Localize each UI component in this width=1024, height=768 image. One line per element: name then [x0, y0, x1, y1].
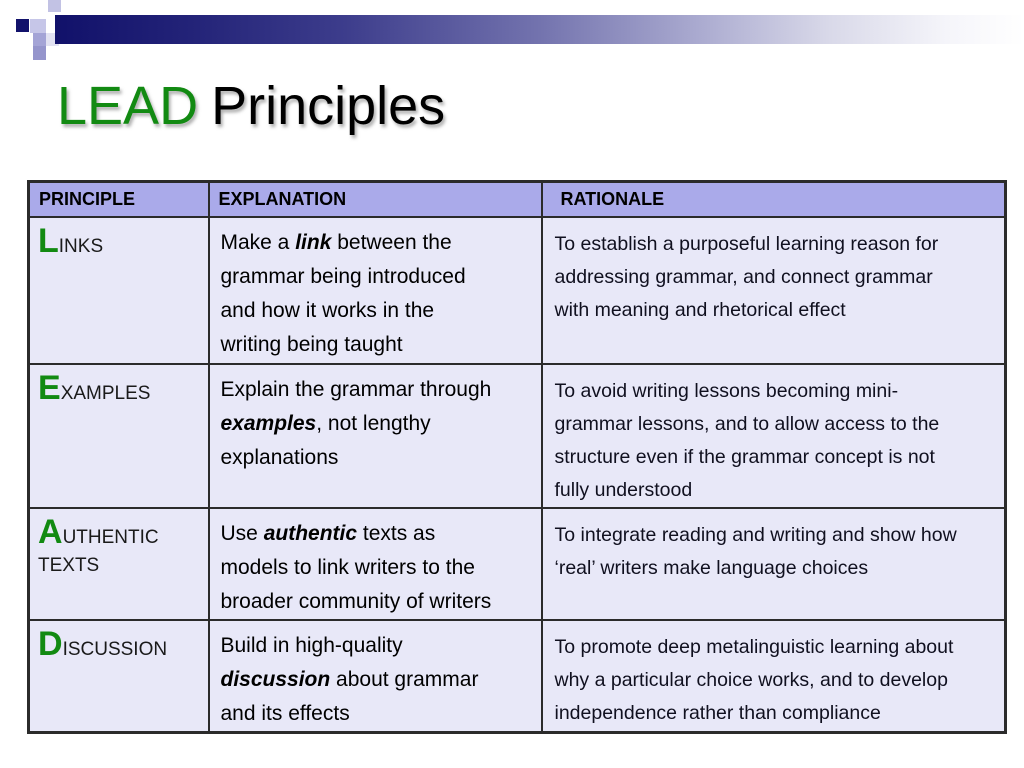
table-header-row [29, 182, 1006, 218]
rationale-text: independence rather than compliance [554, 702, 881, 724]
title-lead-acronym: LEAD [57, 76, 199, 136]
explanation-keyword: examples [220, 412, 317, 435]
principle-initial-letter: A [38, 513, 63, 551]
principle-initial-letter: E [38, 369, 61, 407]
principle-rest-letters: XAMPLES [60, 383, 151, 404]
rationale-cell [542, 620, 1006, 733]
explanation-text: texts as [357, 522, 436, 545]
principle-cell [29, 620, 209, 733]
rationale-text: To integrate reading and writing and show how [554, 524, 957, 546]
explanation-text: between the [331, 231, 452, 254]
top-gradient-bar [55, 15, 1024, 44]
explanation-keyword: authentic [263, 522, 358, 545]
rationale-cell [542, 364, 1006, 508]
explanation-cell [209, 364, 542, 508]
slide-title [57, 76, 445, 136]
principle-initial-letter: D [38, 625, 63, 663]
rationale-text: To promote deep metalinguistic learning about [554, 636, 954, 658]
rationale-text: To avoid writing lessons becoming mini- [554, 380, 899, 402]
principle-cell [29, 364, 209, 508]
explanation-text: models to link writers to the [220, 556, 475, 579]
explanation-text: Make a [220, 231, 296, 254]
table-row [29, 364, 1006, 508]
table-row [29, 508, 1006, 620]
rationale-cell [542, 217, 1006, 364]
principle-cell [29, 508, 209, 620]
rationale-text: structure even if the grammar concept is not [554, 446, 935, 468]
principle-rest-letters: ISCUSSION [62, 639, 168, 660]
explanation-text: broader community of writers [220, 590, 492, 613]
principle-initial-letter: L [38, 222, 59, 260]
explanation-text: Build in high-quality [220, 634, 403, 657]
explanation-text: explanations [220, 446, 339, 469]
explanation-keyword: link [295, 231, 332, 254]
rationale-text: ‘real’ writers make language choices [554, 557, 869, 579]
explanation-text: Use [220, 522, 264, 545]
explanation-cell [209, 508, 542, 620]
rationale-text: To establish a purposeful learning reason for [554, 233, 939, 255]
explanation-keyword: discussion [220, 668, 331, 691]
principle-rest-letters: UTHENTIC [62, 527, 159, 548]
rationale-text: addressing grammar, and connect grammar [554, 266, 933, 288]
table-row [29, 620, 1006, 733]
rationale-text: grammar lessons, and to allow access to the [554, 413, 940, 435]
column-header-rationale: RATIONALE [542, 182, 1006, 218]
table-row [29, 217, 1006, 364]
column-header-explanation: EXPLANATION [209, 182, 542, 218]
rationale-text: why a particular choice works, and to develop [554, 669, 948, 691]
explanation-text: writing being taught [220, 333, 403, 356]
mosaic-square [33, 46, 46, 60]
principle-cell [29, 217, 209, 364]
mosaic-square [30, 19, 46, 33]
explanation-text: and how it works in the [220, 299, 435, 322]
mosaic-square [16, 19, 29, 32]
rationale-text: fully understood [554, 479, 693, 501]
rationale-cell [542, 508, 1006, 620]
explanation-text: Explain the grammar through [220, 378, 492, 401]
mosaic-square [48, 0, 61, 12]
principle-second-line: TEXTS [38, 555, 100, 576]
principles-table [27, 180, 1007, 734]
explanation-text: , not lengthy [316, 412, 431, 435]
explanation-cell [209, 620, 542, 733]
mosaic-square [33, 33, 46, 46]
title-rest-word: Principles [211, 76, 446, 136]
rationale-text: with meaning and rhetorical effect [554, 299, 846, 321]
explanation-text: about grammar [330, 668, 479, 691]
principle-rest-letters: INKS [58, 236, 104, 257]
explanation-text: and its effects [220, 702, 350, 725]
explanation-text: grammar being introduced [220, 265, 466, 288]
explanation-cell [209, 217, 542, 364]
column-header-principle: PRINCIPLE [29, 182, 209, 218]
